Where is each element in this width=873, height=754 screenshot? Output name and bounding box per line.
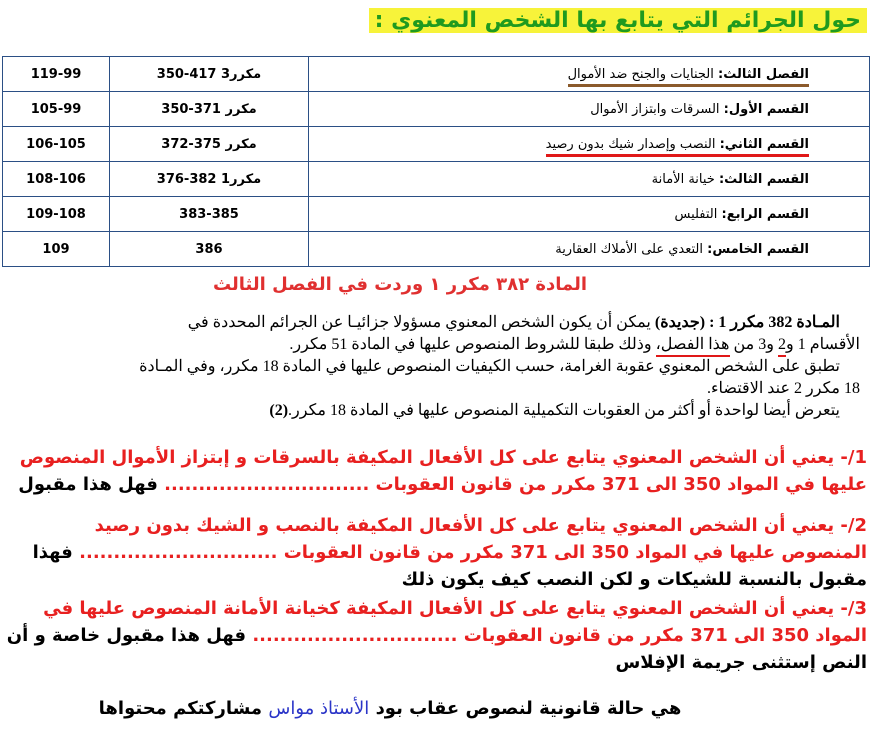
article-line: 18 مكرر 2 عند الاقتضاء. <box>706 380 860 397</box>
article-text <box>140 312 860 422</box>
table-row <box>3 197 870 232</box>
articles-cell: 350-371 مكرر <box>110 92 309 127</box>
section-cell: الفصل الثالث: الجنايات والجنح ضد الأموال <box>309 57 870 92</box>
numbers-cell: 109-108 <box>3 197 110 232</box>
numbers-cell: 109 <box>3 232 110 267</box>
legal-sections-table <box>2 56 870 267</box>
question-3: 3/- يعني أن الشخص المعنوي يتابع على كل الأفعال المكيفة كخيانة الأمانة المنصوص عليها في المواد 350 الى 371 مكرر من قانون العقوبات .............................. فهل هذا مقبول خاصة و أن النص إستثنى جريمة الإفلاس <box>6 598 867 673</box>
numbers-cell: 119-99 <box>3 57 110 92</box>
articles-cell: 350-417 مكرر3 <box>110 57 309 92</box>
article-line: تطبق على الشخص المعنوي عقوبة الغرامة، حسب الكيفيات المنصوص عليها في المادة 18 مكرر، وفي المـادة <box>139 358 840 375</box>
question-2: 2/- يعني أن الشخص المعنوي يتابع على كل الأفعال المكيفة بالنصب و الشيك بدون رصيد المنصوص عليها في المواد 350 الى 371 مكرر من قانون العقوبات ............................. فهذا مقبول بالنسبة للشيكات و لكن النصب كيف يكون ذلك <box>32 515 867 590</box>
article-line: المـادة 382 مكرر 1 : (جديدة) يمكن أن يكون الشخص المعنوي مسؤولا جزائيـا عن الجرائم المحددة في <box>187 314 840 331</box>
footer-note: هي حالة قانونية لنصوص عقاب بود الأستاذ مواس مشاركتكم محتواها <box>98 698 682 719</box>
table-row <box>3 57 870 92</box>
page-title: حول الجرائم التي يتابع بها الشخص المعنوي : <box>367 8 867 40</box>
article-line: الأقسام 1 و2 و3 من هذا الفصل، وذلك طبقا للشروط المنصوص عليها في المادة 51 مكرر. <box>140 334 860 356</box>
article-line: يتعرض أيضا لواحدة أو أكثر من العقوبات التكميلية المنصوص عليها في المادة 18 مكرر.(2) <box>269 402 840 419</box>
question-1: 1/- يعني أن الشخص المعنوي يتابع على كل الأفعال المكيفة بالسرقات و إبتزاز الأموال المنصوص عليها في المواد 350 الى 371 مكرر من قانون العقوبات .............................. فهل هذا مقبول <box>18 447 867 495</box>
article-heading: المادة ٣٨٢ مكرر ١ وردت في الفصل الثالث <box>212 274 588 295</box>
table-row <box>3 127 870 162</box>
table-row <box>3 232 870 267</box>
numbers-cell: 108-106 <box>3 162 110 197</box>
numbers-cell: 106-105 <box>3 127 110 162</box>
articles-cell: 383-385 <box>110 197 309 232</box>
articles-cell: 386 <box>110 232 309 267</box>
section-cell: القسم الأول: السرقات وابتزاز الأموال <box>309 92 870 127</box>
section-cell: القسم الثاني: النصب وإصدار شيك بدون رصيد <box>309 127 870 162</box>
section-cell: القسم الخامس: التعدي على الأملاك العقارية <box>309 232 870 267</box>
table-row <box>3 162 870 197</box>
numbers-cell: 105-99 <box>3 92 110 127</box>
table-row <box>3 92 870 127</box>
articles-cell: 372-375 مكرر <box>110 127 309 162</box>
section-cell: القسم الثالث: خيانة الأمانة <box>309 162 870 197</box>
articles-cell: 376-382 مكرر1 <box>110 162 309 197</box>
section-cell: القسم الرابع: التفليس <box>309 197 870 232</box>
